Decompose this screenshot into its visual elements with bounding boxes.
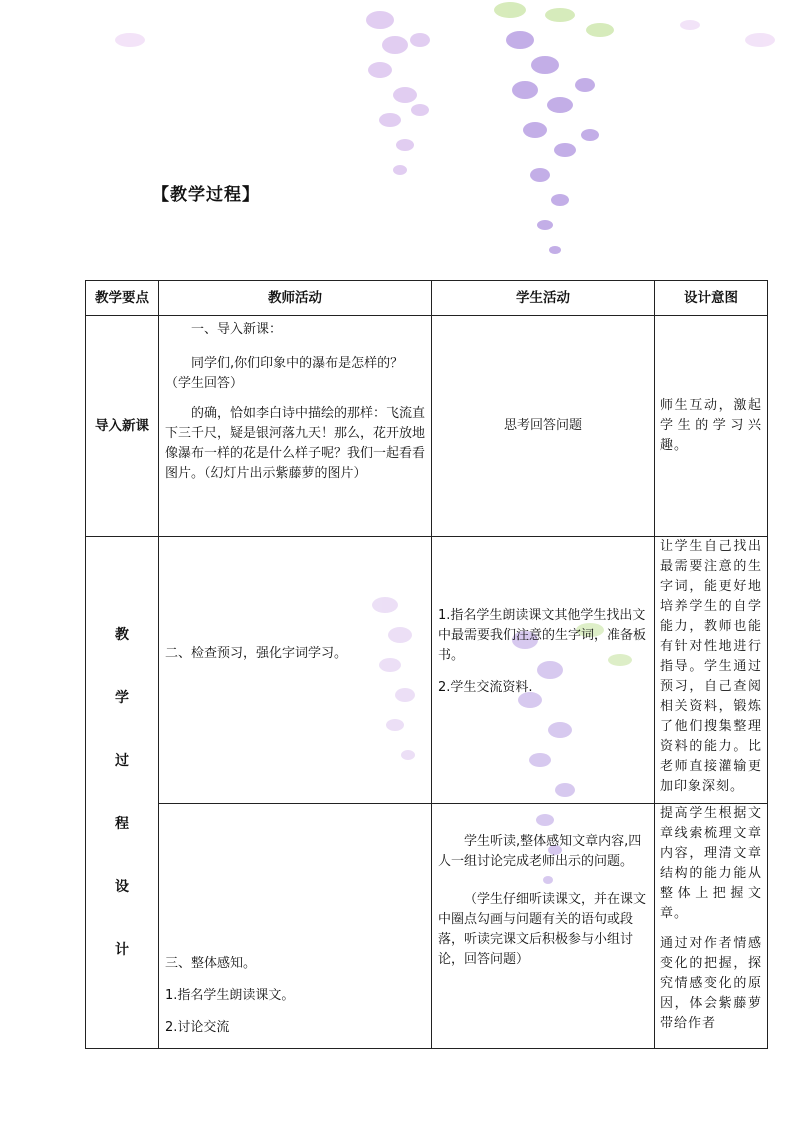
table-row xyxy=(86,316,768,537)
vertical-char: 过 xyxy=(115,753,129,769)
teacher-activity-cell xyxy=(159,804,432,1049)
teacher-text: 同学们,你们印象中的瀑布是怎样的？（学生回答） xyxy=(165,356,404,391)
design-intent-cell: 让学生自己找出最需要注意的生字词，能更好地培养学生的自学能力，教师也能有针对性地进行指导。学生通过预习，自己查阅相关资料，锻炼了他们搜集整理资料的能力。比老师直接灌输更加印象深刻。 xyxy=(655,537,768,804)
student-text: 学生听读,整体感知文章内容,四人一组讨论完成老师出示的问题。 xyxy=(438,834,642,869)
student-text: 2.学生交流资料. xyxy=(438,680,533,695)
design-intent-cell xyxy=(655,804,768,1049)
vertical-char: 学 xyxy=(115,690,129,706)
wisteria-decoration-top xyxy=(0,0,794,290)
vertical-char: 计 xyxy=(115,942,129,958)
vertical-char: 设 xyxy=(115,879,129,895)
vertical-char: 教 xyxy=(115,627,129,643)
teacher-text: 1.指名学生朗读课文。 xyxy=(165,988,295,1003)
design-intent-cell: 师生互动，激起学生的学习兴趣。 xyxy=(655,316,768,537)
teacher-text: 2.讨论交流 xyxy=(165,1020,230,1035)
intent-text: 提高学生根据文章线索梳理文章内容，理清文章结构的能力能从整体上把握文章。 xyxy=(660,806,762,921)
teacher-text: 的确，恰如李白诗中描绘的那样：飞流直下三千尺，疑是银河落九天！那么，花开放地像瀑布一样的花是什么样子呢？我们一起看看图片。（幻灯片出示紫藤萝的图片） xyxy=(165,406,426,481)
teacher-text: 二、检查预习，强化字词学习。 xyxy=(165,646,348,661)
teacher-activity-cell xyxy=(159,316,432,537)
teacher-text: 一、导入新课： xyxy=(191,322,283,337)
key-point-cell-vertical xyxy=(86,537,159,1049)
key-point-cell: 导入新课 xyxy=(86,316,159,537)
lesson-plan-table xyxy=(85,280,768,1049)
table-header-row xyxy=(86,281,768,316)
intent-text: 通过对作者情感变化的把握，探究情感变化的原因，体会紫藤萝带给作者 xyxy=(660,936,762,1031)
teacher-text: 三、整体感知。 xyxy=(165,956,257,971)
vertical-char: 程 xyxy=(115,816,129,832)
teacher-activity-cell xyxy=(159,537,432,804)
student-activity-cell xyxy=(432,804,655,1049)
header-key-points: 教学要点 xyxy=(86,281,159,316)
header-design-intent: 设计意图 xyxy=(655,281,768,316)
table-row xyxy=(86,537,768,804)
header-teacher-activity: 教师活动 xyxy=(159,281,432,316)
table-row xyxy=(86,804,768,1049)
student-activity-cell xyxy=(432,537,655,804)
header-student-activity: 学生活动 xyxy=(432,281,655,316)
section-title: 【教学过程】 xyxy=(152,185,260,205)
student-text: （学生仔细听读课文，并在课文中圈点勾画与问题有关的语句或段落，听读完课文后积极参与小组讨论，回答问题） xyxy=(438,892,647,967)
student-activity-cell: 思考回答问题 xyxy=(432,316,655,537)
student-text: 1.指名学生朗读课文其他学生找出文中最需要我们注意的生字词，准备板书。 xyxy=(438,608,647,663)
